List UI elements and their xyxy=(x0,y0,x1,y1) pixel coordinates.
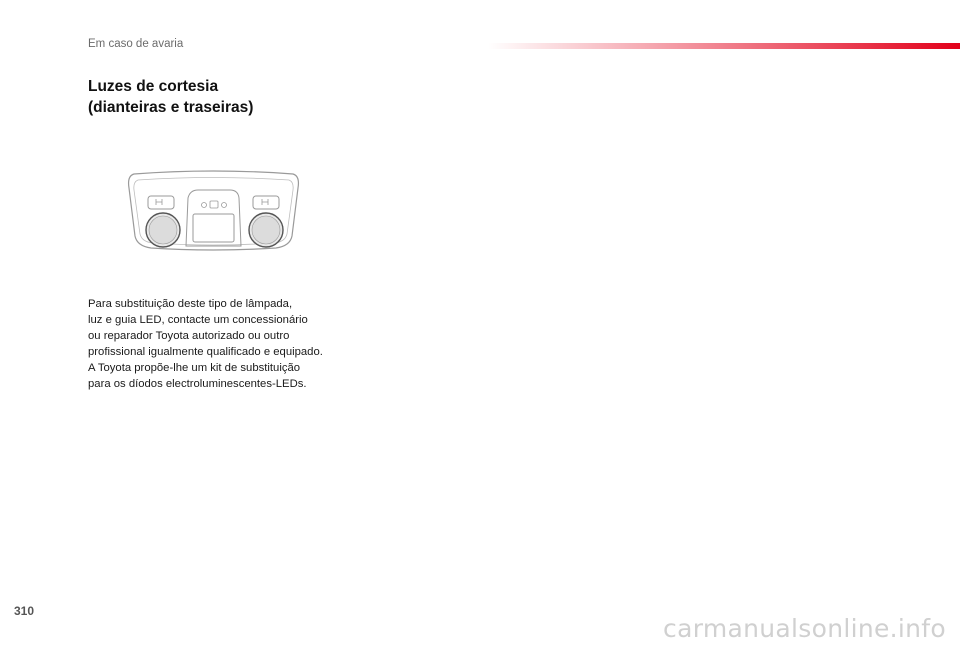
center-lens xyxy=(193,214,234,242)
left-switch-symbol-icon xyxy=(156,199,162,205)
courtesy-light-illustration xyxy=(126,168,301,253)
right-switch xyxy=(253,196,279,209)
body-line: luz e guia LED, contacte um concessionário xyxy=(88,314,308,326)
body-line: Para substituição deste tipo de lâmpada, xyxy=(88,298,293,310)
watermark: carmanualsonline.info xyxy=(663,614,946,643)
center-button-right xyxy=(222,203,227,208)
body-paragraph xyxy=(88,296,388,392)
body-line: ou reparador Toyota autorizado ou outro xyxy=(88,330,290,342)
page-number: 310 xyxy=(14,604,35,618)
center-button-left xyxy=(202,203,207,208)
right-switch-symbol-icon xyxy=(262,199,268,205)
header-accent-bar xyxy=(488,43,960,49)
section-header: Em caso de avaria xyxy=(88,38,184,50)
title-line-1: Luzes de cortesia xyxy=(88,78,219,95)
body-line: A Toyota propõe-lhe um kit de substituição xyxy=(88,362,301,374)
left-lamp-inner xyxy=(149,216,177,244)
right-lamp-inner xyxy=(252,216,280,244)
body-line: profissional igualmente qualificado e equipado. xyxy=(88,346,323,358)
body-line: para os díodos electroluminescentes-LEDs. xyxy=(88,378,307,390)
center-button-middle xyxy=(210,201,218,208)
left-switch xyxy=(148,196,174,209)
title-line-2: (dianteiras e traseiras) xyxy=(88,99,254,116)
page-title xyxy=(88,76,253,118)
